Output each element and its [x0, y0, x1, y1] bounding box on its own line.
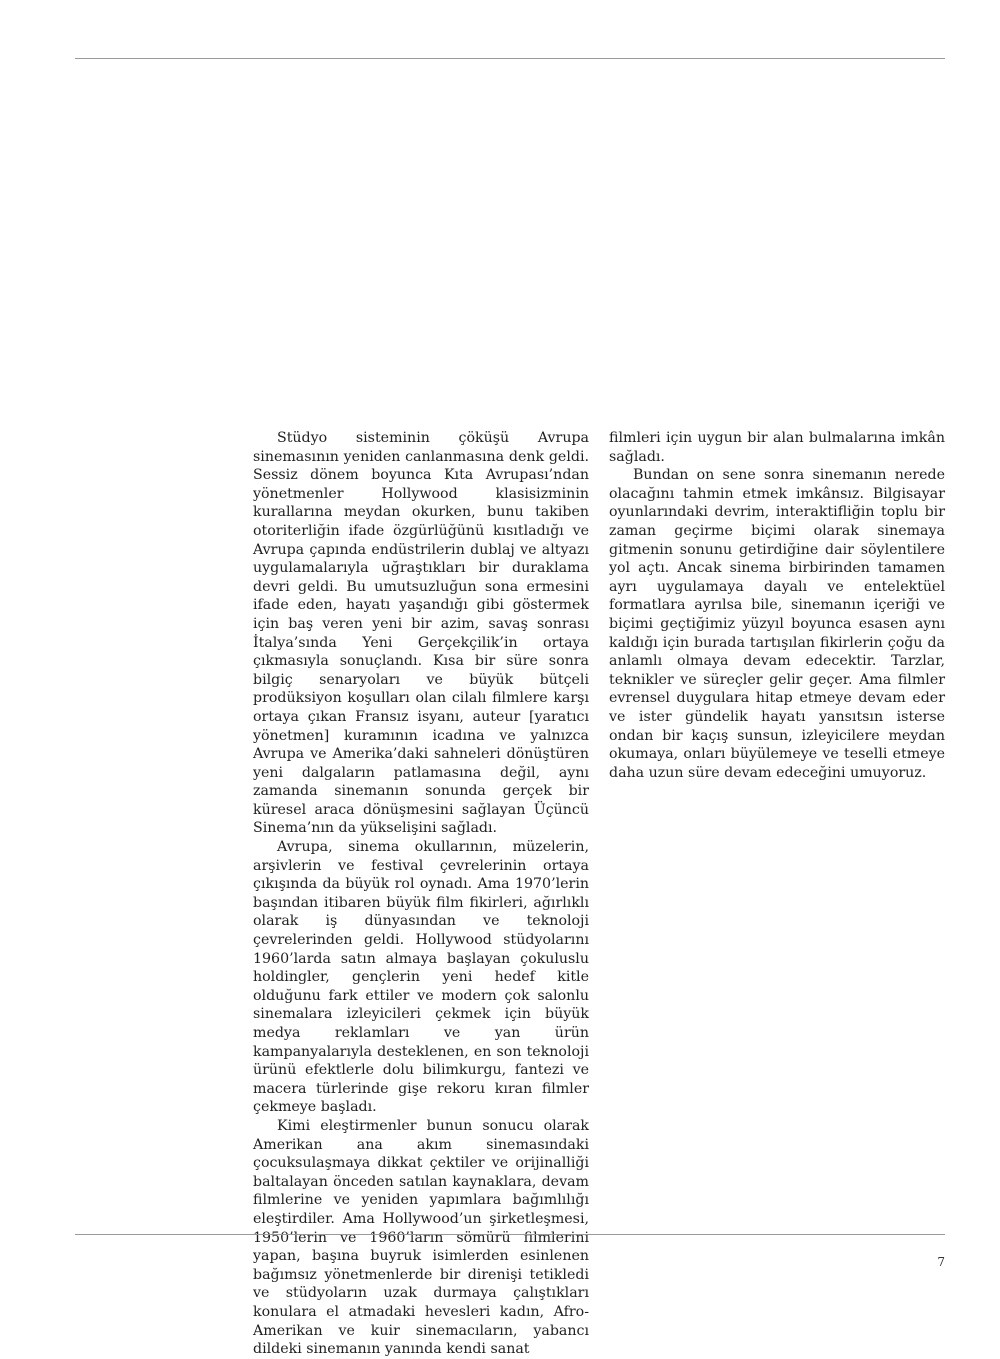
paragraph: Stüdyo sisteminin çöküşü Avrupa sinemasının yeniden canlanmasına denk geldi. Sessiz dönem boyunca Kıta Avrupası’ndan yönetmenler Hollywood klasisizminin kurallarına meydan okurken, bunu takiben otoriterliğin ifade özgürlüğünü kısıtladığı ve Avrupa çapında endüstrilerin dublaj ve altyazı uygulamalarıyla uğraştıkları bir duraklama devri geldi. Bu umutsuzluğun sona ermesini ifade eden, hayatı yaşandığı gibi göstermek için baş veren yeni bir azim, savaş sonrası İtalya’sında Yeni Gerçekçilik’in ortaya çıkmasıyla sonuçlandı. Kısa bir süre sonra bilgiç senaryoları ve büyük bütçeli prodüksiyon koşulları olan cilalı filmlere karşı ortaya çıkan Fransız isyanı, auteur [yaratıcı yönetmen] kuramının icadına ve yalnızca Avrupa ve Amerika’daki sahneleri dönüştüren yeni dalgaların patlamasına değil, aynı zamanda sinemanın sonunda gerçek bir küresel araca dönüşmesini sağlayan Üçüncü Sinema’nın da yükselişini sağladı. — [253, 430, 589, 837]
left-column — [253, 429, 589, 1359]
right-column — [609, 429, 945, 782]
bottom-rule — [75, 1234, 945, 1235]
paragraph: Avrupa, sinema okullarının, müzelerin, arşivlerin ve festival çevrelerinin ortaya çıkışında da büyük rol oynadı. Ama 1970’lerin başından itibaren büyük film fikirleri, ağırlıklı olarak iş dünyasından ve teknoloji çevrelerinden geldi. Hollywood stüdyolarını 1960’larda satın almaya başlayan çokuluslu holdingler, gençlerin yeni hedef kitle olduğunu fark ettiler ve modern çok salonlu sinemalara izleyicileri çekmek için büyük medya reklamları ve yan ürün kampanyalarıyla desteklenen, en son teknoloji ürünü efektlerle dolu bilimkurgu, fantezi ve macera türlerinde gişe rekoru kıran filmler çekmeye başladı. — [253, 839, 589, 1116]
paragraph: Bundan on sene sonra sinemanın nerede olacağını tahmin etmek imkânsız. Bilgisayar oyunlarındaki devrim, interaktifliğin toplu bir zaman geçirme biçimi olarak sinemaya gitmenin sonunu getirdiğine dair söylentilere yol açtı. Ancak sinema birbirinden tamamen ayrı uygulamaya dayalı ve entelektüel formatlara ayrılsa bile, sinemanın içeriği ve biçimi geçtiğimiz yüzyıl boyunca esasen aynı kaldığı için burada tartışılan fikirlerin çoğu da anlamlı olmaya devam edecektir. Tarzlar, teknikler ve süreçler gelir geçer. Ama filmler evrensel duygulara hitap etmeye devam eder ve ister gündelik hayatı yansıtsın isterse ondan bir kaçış sunsun, izleyicilere meydan okumaya, onları büyülemeye ve teselli etmeye daha uzun süre devam edeceğini umuyoruz. — [609, 467, 945, 781]
top-rule — [75, 58, 945, 59]
paragraph-continuation: filmleri için uygun bir alan bulmalarına imkân sağladı. — [609, 430, 945, 465]
page-number: 7 — [937, 1255, 945, 1269]
paragraph: Kimi eleştirmenler bunun sonucu olarak Amerikan ana akım sinemasındaki çocuksulaşmaya dikkat çektiler ve orijinalliği baltalayan önceden satılan kaynaklara, devam filmlerine ve yeniden yapımlara bağımlılığı eleştirdiler. Ama Hollywood’un şirketleşmesi, 1950’lerin ve 1960’ların sömürü filmlerini yapan, başına buyruk isimlerden esinlenen bağımsız yönetmenlerde bir direnişi tetikledi ve stüdyoların uzak durmaya çalıştıkları konulara el atmadaki hevesleri kadın, Afro-Amerikan ve kuir sinemacıların, yabancı dildeki sinemanın yanında kendi sanat — [253, 1117, 589, 1358]
